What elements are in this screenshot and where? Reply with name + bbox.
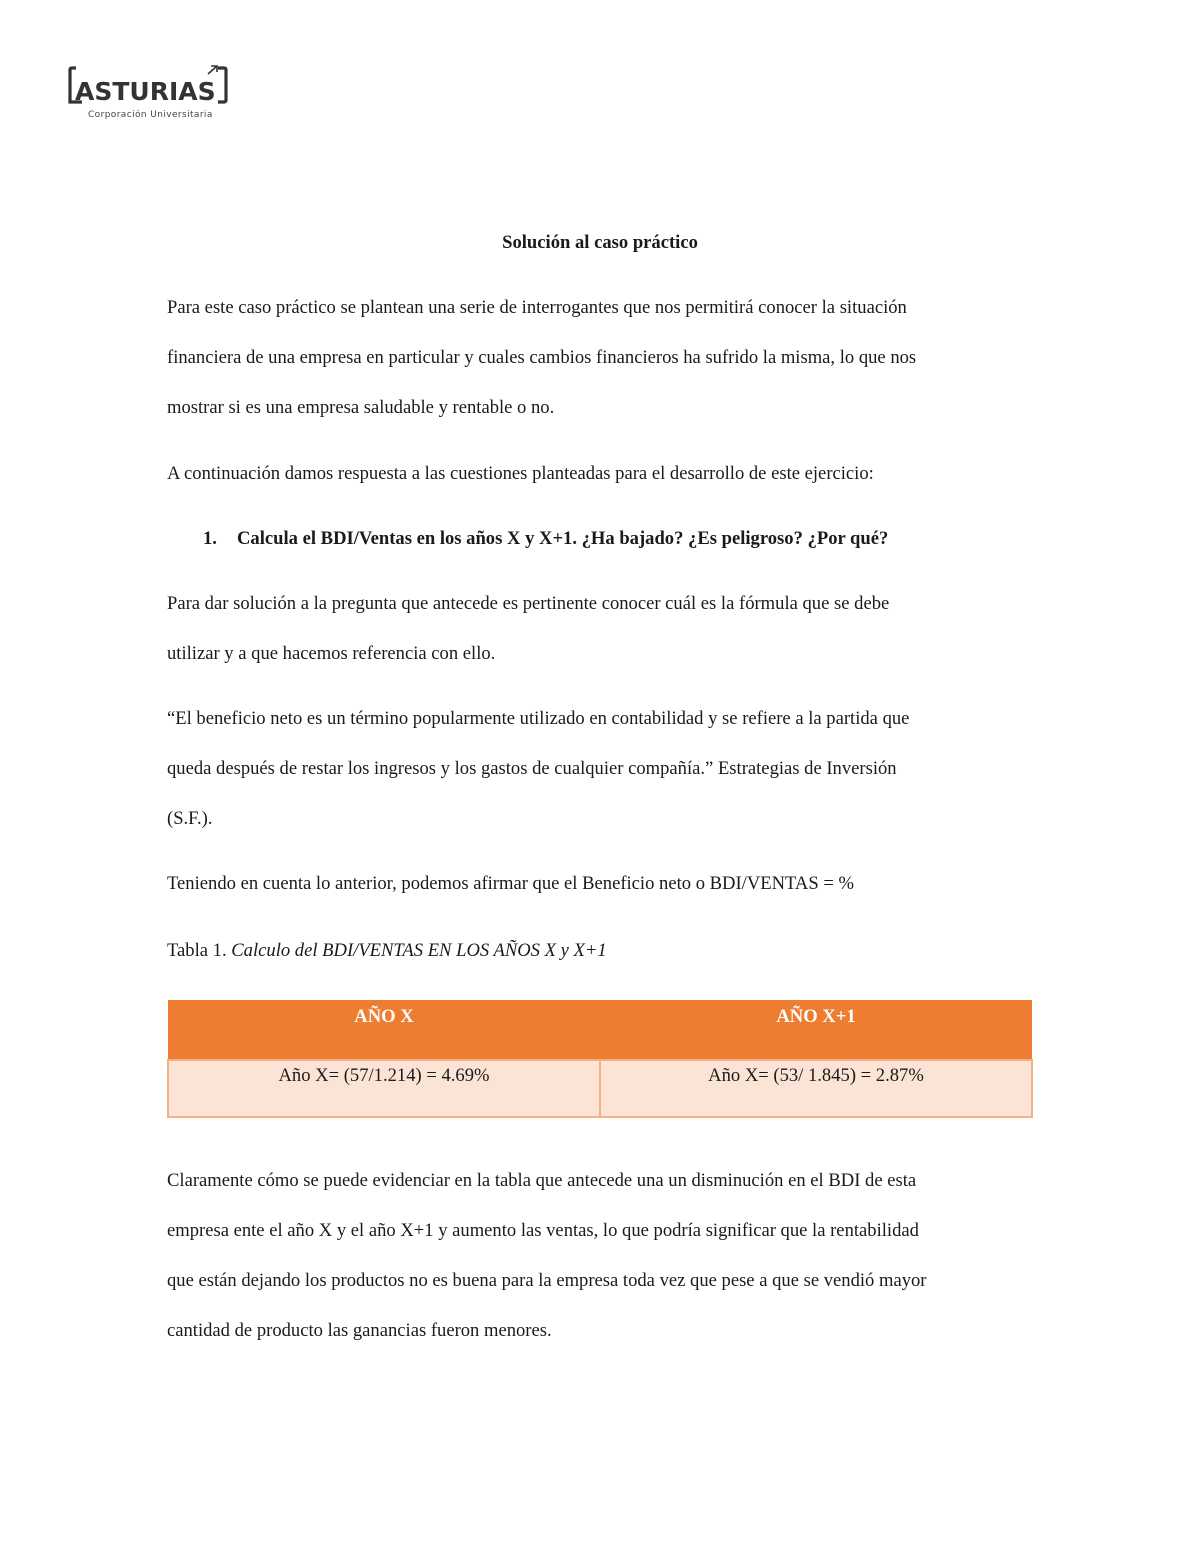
intro-line: Para este caso práctico se plantean una serie de interrogantes que nos permitirá conocer la situación [167,297,907,318]
table-cell-year-x: Año X= (57/1.214) = 4.69% [168,1060,600,1117]
conclusion-line: que están dejando los productos no es buena para la empresa toda vez que pese a que se vendió mayor [167,1270,927,1291]
table-cell-year-x1: Año X= (53/ 1.845) = 2.87% [600,1060,1032,1117]
logo-subtitle: Corporación Universitaria [88,110,213,120]
logo [68,64,230,124]
answer-intro-line: utilizar y a que hacemos referencia con ello. [167,643,496,664]
intro-line: financiera de una empresa en particular y cuales cambios financieros ha sufrido la misma, lo que nos [167,347,917,368]
page-title: Solución al caso práctico [502,232,698,253]
conclusion-line: cantidad de producto las ganancias fueron menores. [167,1320,552,1341]
conclusion-line: empresa ente el año X y el año X+1 y aumento las ventas, lo que podría significar que la rentabilidad [167,1220,919,1241]
logo-frame-icon [68,64,230,110]
formula-text: Teniendo en cuenta lo anterior, podemos afirmar que el Beneficio neto o BDI/VENTAS = % [167,873,854,894]
conclusion-line: Claramente cómo se puede evidenciar en la tabla que antecede una un disminución en el BDI de esta [167,1170,917,1191]
continuation-text: A continuación damos respuesta a las cuestiones planteadas para el desarrollo de este ejercicio: [167,463,874,484]
question-heading [203,528,888,550]
quote-line: queda después de restar los ingresos y los gastos de cualquier compañía.” Estrategias de Inversión [167,758,897,779]
intro-line: mostrar si es una empresa saludable y rentable o no. [167,397,555,418]
quote-line: “El beneficio neto es un término popularmente utilizado en contabilidad y se refiere a la partida que [167,708,910,729]
table-header-year-x1: AÑO X+1 [600,1000,1032,1060]
table-caption-label: Tabla 1. [167,940,227,961]
quote-line: (S.F.). [167,808,213,829]
table-caption [167,940,607,962]
table-header-year-x: AÑO X [168,1000,600,1060]
table-caption-title: Calculo del BDI/VENTAS EN LOS AÑOS X y X+1 [231,940,607,961]
table-row [168,1060,1032,1117]
logo-wordmark: ASTURIAS [75,77,216,106]
answer-intro-line: Para dar solución a la pregunta que antecede es pertinente conocer cuál es la fórmula que se debe [167,593,890,614]
question-number: 1. [203,528,217,549]
bdi-table [167,1000,1033,1118]
table-header-row [168,1000,1032,1060]
question-text: Calcula el BDI/Ventas en los años X y X+1. ¿Ha bajado? ¿Es peligroso? ¿Por qué? [237,528,889,549]
